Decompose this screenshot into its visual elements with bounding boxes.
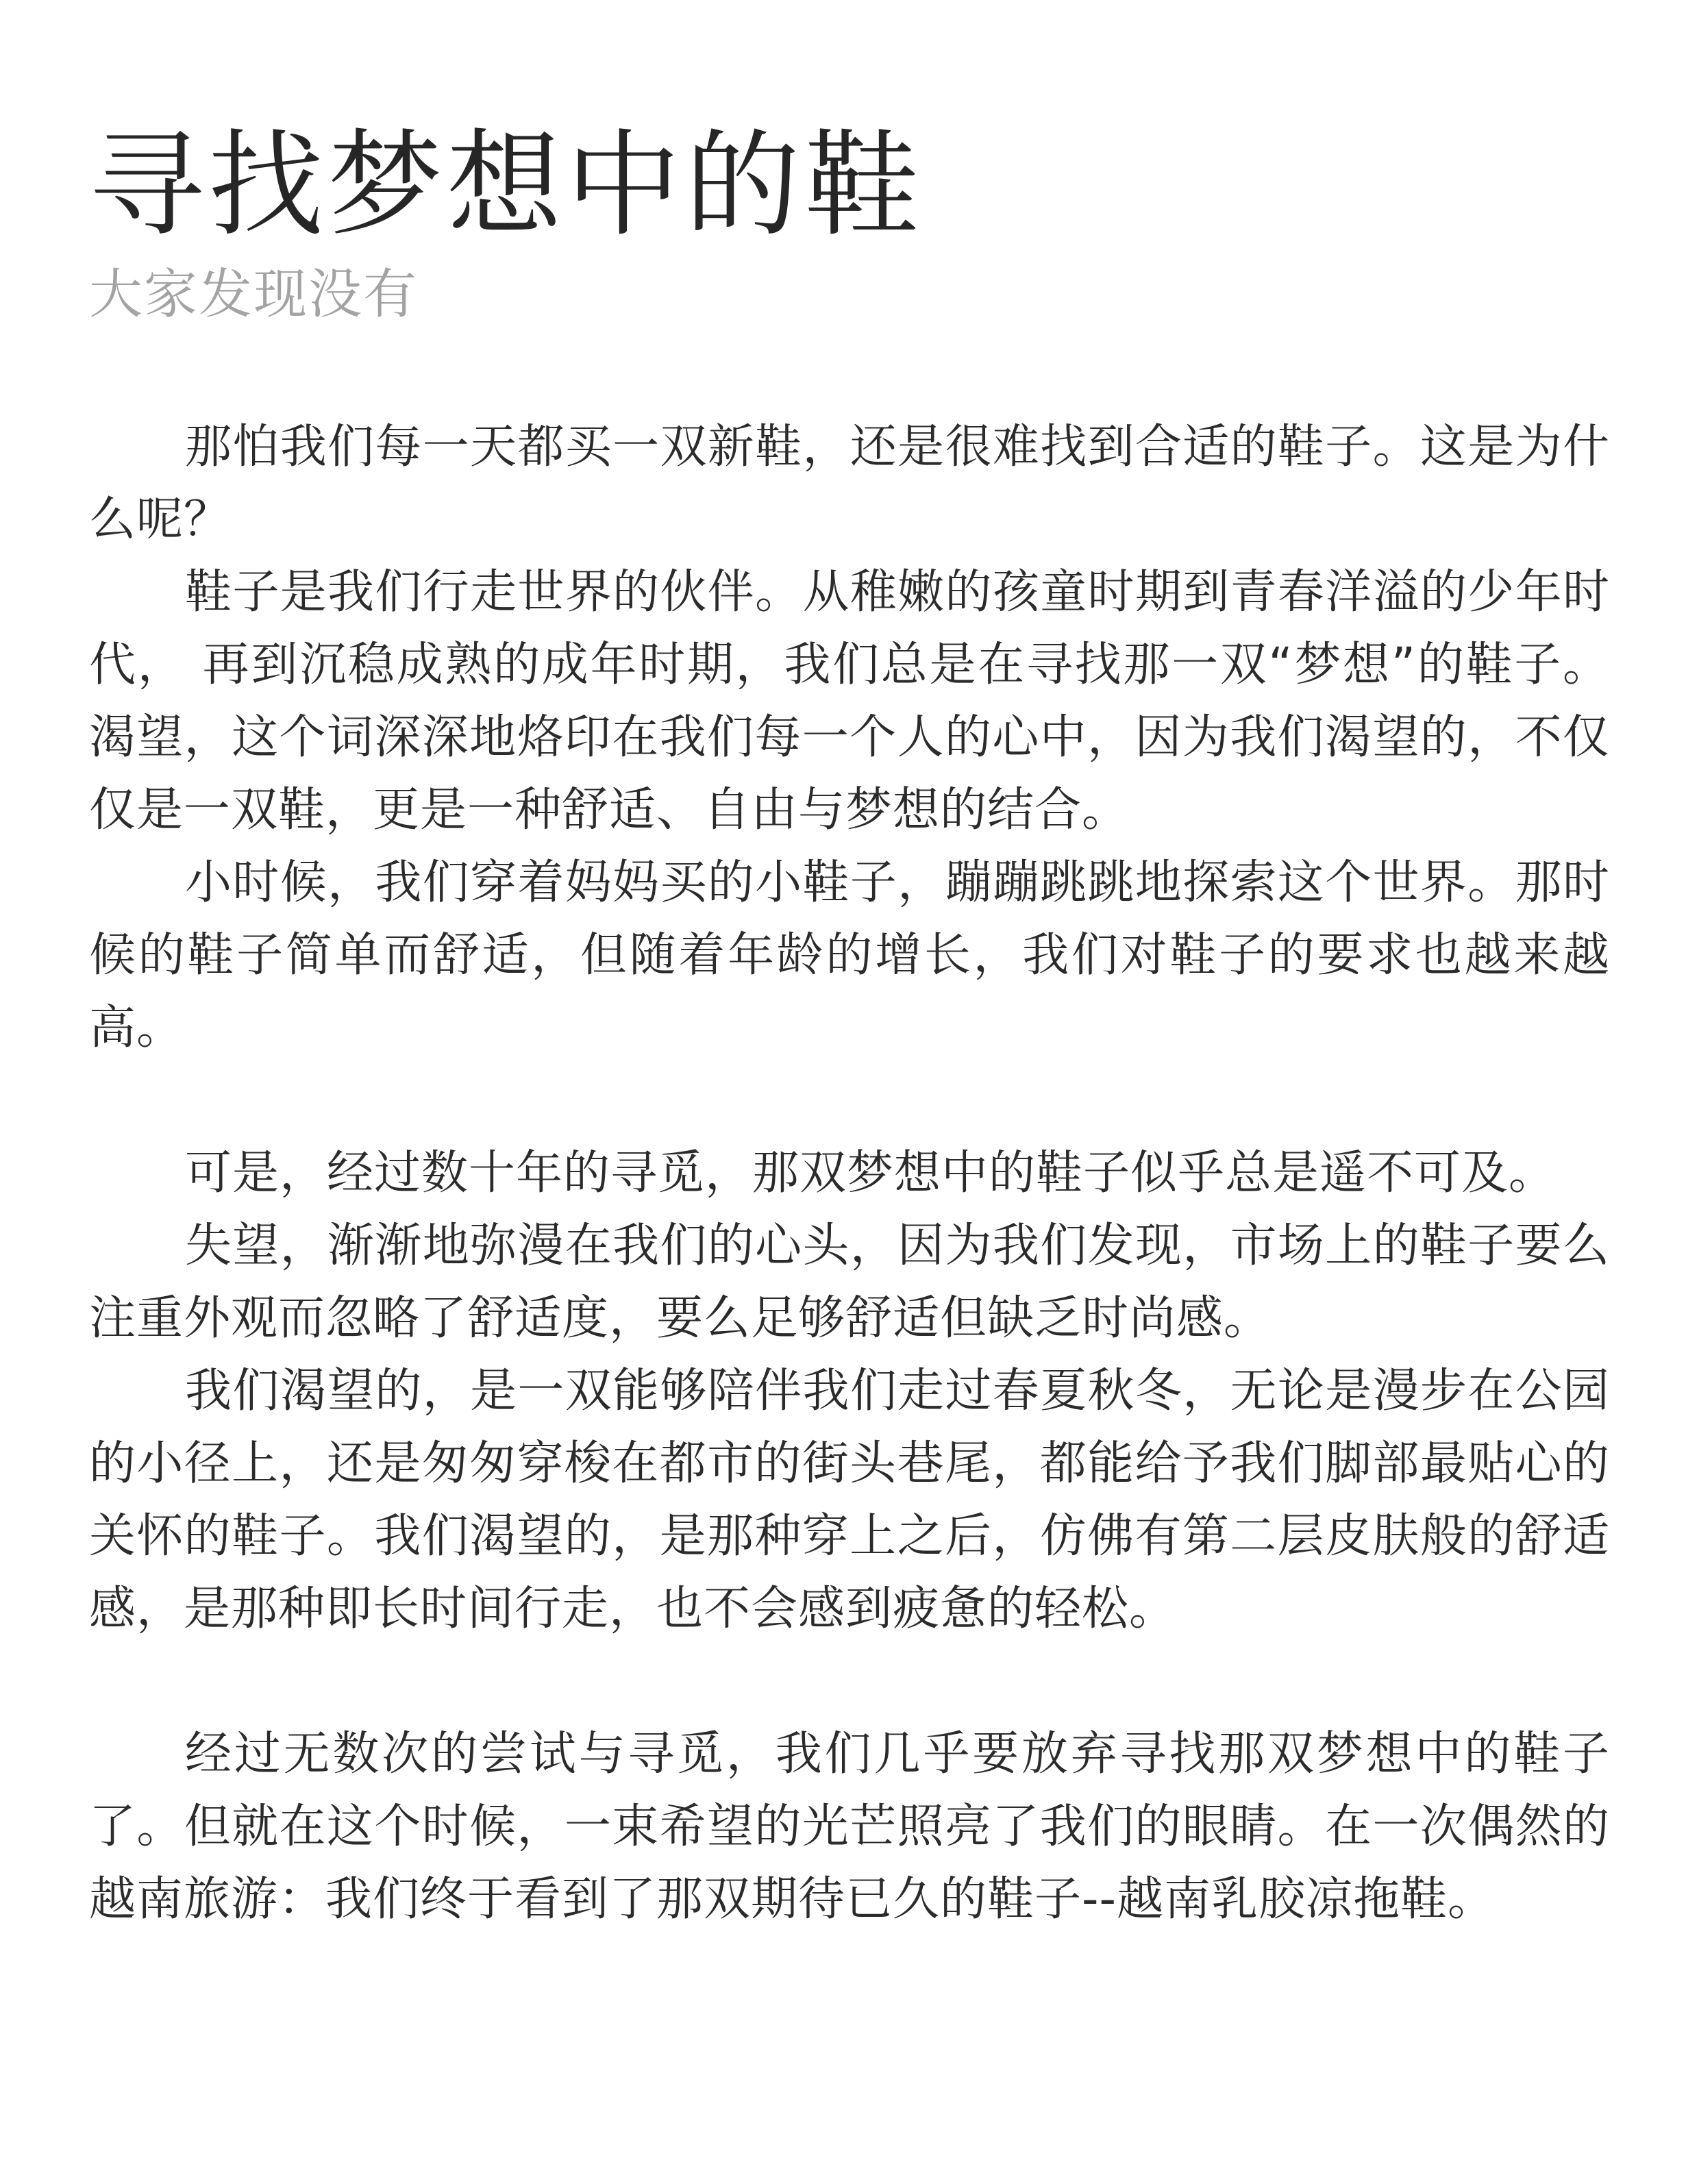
paragraph: 失望，渐渐地弥漫在我们的心头，因为我们发现，市场上的鞋子要么注重外观而忽略了舒适度，要么足够舒适但缺乏时尚感。 xyxy=(89,1219,1610,1345)
paragraph-spacer xyxy=(89,1065,1610,1137)
paragraph-spacer xyxy=(89,1646,1610,1718)
page-title: 寻找梦想中的鞋 xyxy=(89,118,923,252)
paragraph: 我们渴望的，是一双能够陪伴我们走过春夏秋冬，无论是漫步在公园的小径上，还是匆匆穿梭在都市的街头巷尾，都能给予我们脚部最贴心的关怀的鞋子。我们渴望的，是那种穿上之后，仿佛有第二层皮肤般的舒适感，是那种即长时间行走，也不会感到疲惫的轻松。 xyxy=(89,1364,1610,1636)
paragraph: 那怕我们每一天都买一双新鞋，还是很难找到合适的鞋子。这是为什么呢？ xyxy=(89,420,1610,547)
page-subtitle: 大家发现没有 xyxy=(89,264,419,325)
paragraph: 经过无数次的尝试与寻觅，我们几乎要放弃寻找那双梦想中的鞋子了。但就在这个时候，一束希望的光芒照亮了我们的眼睛。在一次偶然的越南旅游：我们终于看到了那双期待已久的鞋子--越南乳胶凉拖鞋。 xyxy=(89,1727,1610,1926)
paragraph: 小时候，我们穿着妈妈买的小鞋子，蹦蹦跳跳地探索这个世界。那时候的鞋子简单而舒适，但随着年龄的增长，我们对鞋子的要求也越来越高。 xyxy=(89,856,1610,1055)
paragraph: 鞋子是我们行走世界的伙伴。从稚嫩的孩童时期到青春洋溢的少年时代， 再到沉稳成熟的成年时期，我们总是在寻找那一双“梦想”的鞋子。渴望，这个词深深地烙印在我们每一个人的心中，因为我们渴望的，不仅仅是一双鞋，更是一种舒适、自由与梦想的结合。 xyxy=(89,565,1610,837)
article-body xyxy=(89,411,1610,1936)
paragraph: 可是，经过数十年的寻觅，那双梦想中的鞋子似乎总是遥不可及。 xyxy=(185,1146,1557,1200)
